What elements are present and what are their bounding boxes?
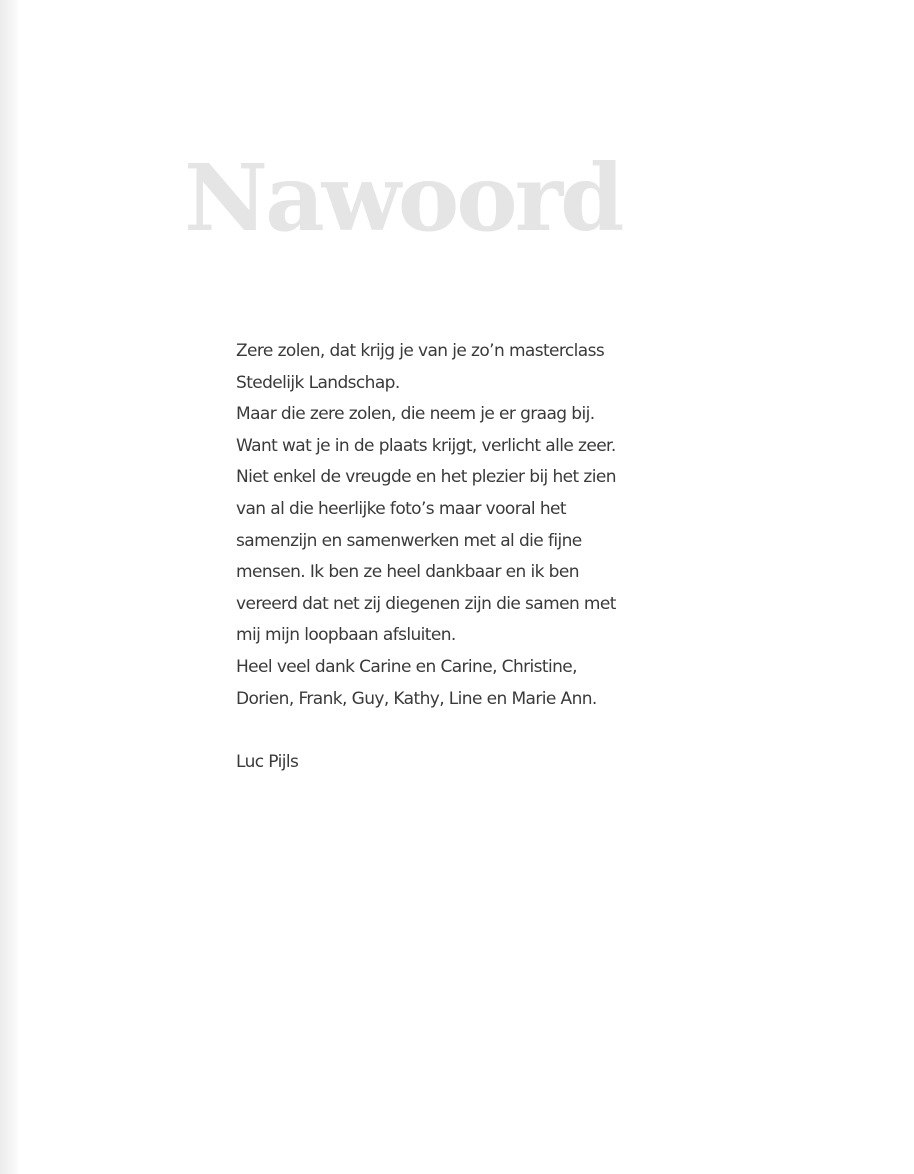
text-line: van al die heerlijke foto’s maar vooral het	[236, 498, 566, 519]
text-line: mij mijn loopbaan afsluiten.	[236, 625, 456, 646]
text-line: Niet enkel de vreugde en het plezier bij het zien	[236, 467, 616, 488]
page-edge	[0, 0, 18, 1174]
text-line: mensen. Ik ben ze heel dankbaar en ik ben	[236, 562, 579, 583]
text-line: Want wat je in de plaats krijgt, verlicht alle zeer.	[236, 435, 616, 456]
text-line: Stedelijk Landschap.	[236, 372, 400, 393]
text-line: Zere zolen, dat krijg je van je zo’n masterclass	[236, 341, 605, 361]
text-line: samenzijn en samenwerken met al die fijne	[236, 530, 582, 551]
text-line: Heel veel dank Carine en Carine, Christine,	[236, 656, 577, 677]
text-line: Dorien, Frank, Guy, Kathy, Line en Marie Ann.	[236, 688, 597, 709]
afterword-text	[236, 336, 676, 715]
page-title: Nawoord	[184, 144, 622, 252]
author-signature: Luc Pijls	[236, 752, 299, 772]
text-line: vereerd dat net zij diegenen zijn die samen met	[236, 593, 616, 614]
text-line: Maar die zere zolen, die neem je er graag bij.	[236, 404, 595, 425]
